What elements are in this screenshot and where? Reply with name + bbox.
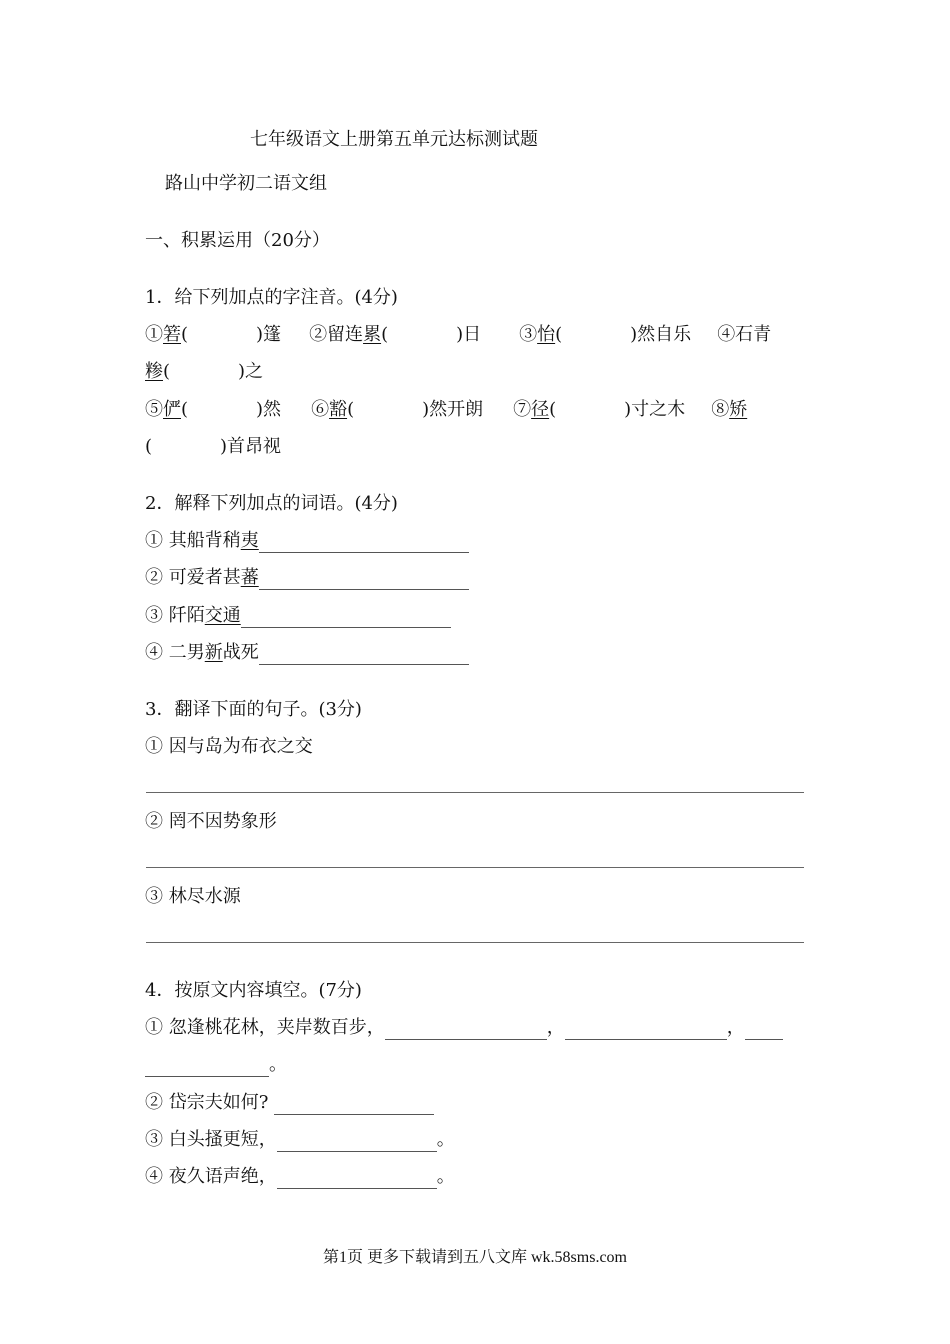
q1-item-3: ③怡( )然自乐 <box>519 324 692 345</box>
answer-blank[interactable] <box>277 1131 437 1152</box>
q4-item-1-cont: 。 <box>145 1053 287 1077</box>
page-footer: 第1页 更多下载请到五八文库 wk.58sms.com <box>322 1249 627 1266</box>
answer-line[interactable] <box>146 867 804 868</box>
answer-blank[interactable] <box>385 1019 547 1040</box>
q1-item-2: ②留连累( )日 <box>309 324 482 345</box>
answer-blank[interactable] <box>259 644 469 665</box>
q1-item-8: ⑧矫 <box>711 399 748 420</box>
q4-item-3: ③ 白头搔更短， 。 <box>145 1129 455 1150</box>
answer-blank[interactable] <box>145 1056 269 1077</box>
answer-blank[interactable] <box>274 1094 434 1115</box>
question-4-heading: 4．按原文内容填空。(7分) <box>145 980 362 1001</box>
question-3-heading: 3．翻译下面的句子。(3分) <box>145 699 362 720</box>
answer-blank[interactable] <box>745 1019 783 1040</box>
q2-item-1: ① 其船背稍夷 <box>145 529 469 553</box>
answer-blank[interactable] <box>565 1019 727 1040</box>
answer-blank[interactable] <box>259 532 469 553</box>
question-1-heading: 1．给下列加点的字注音。(4分) <box>145 287 398 308</box>
q1-item-6: ⑥豁( )然开朗 <box>311 399 484 420</box>
q4-item-1: ① 忽逢桃花林，夹岸数百步， ， ， <box>145 1016 783 1040</box>
q4-item-4: ④ 夜久语声绝， 。 <box>145 1166 455 1187</box>
question-1-row-3 <box>145 398 747 422</box>
q4-item-2: ② 岱宗夫如何? <box>145 1091 434 1115</box>
answer-blank[interactable] <box>259 569 469 590</box>
q1-item-1: ①箬( )篷 <box>145 324 282 345</box>
answer-line[interactable] <box>146 792 804 793</box>
author: 路山中学初二语文组 <box>165 173 327 194</box>
q3-item-1: ① 因与岛为布衣之交 <box>145 736 313 757</box>
question-1-row-2: 糁( )之 <box>145 361 264 382</box>
q2-item-3: ③ 阡陌交通 <box>145 604 451 628</box>
answer-line[interactable] <box>146 942 804 943</box>
q3-item-3: ③ 林尽水源 <box>145 886 241 907</box>
section-heading: 一、积累运用（20分） <box>145 230 330 251</box>
q1-item-7: ⑦径( )寸之木 <box>513 399 686 420</box>
q2-item-2: ② 可爱者甚蕃 <box>145 566 469 590</box>
page-title: 七年级语文上册第五单元达标测试题 <box>250 129 538 150</box>
question-1-row-4: ( )首昂视 <box>145 436 282 457</box>
q1-item-5: ⑤俨( )然 <box>145 399 282 420</box>
answer-blank[interactable] <box>277 1168 437 1189</box>
question-1-row-1 <box>145 323 771 347</box>
answer-blank[interactable] <box>241 607 451 628</box>
q1-item-4: ④石青 <box>717 324 772 345</box>
q2-item-4: ④ 二男新战死 <box>145 641 469 665</box>
question-2-heading: 2．解释下列加点的词语。(4分) <box>145 493 398 514</box>
q3-item-2: ② 罔不因势象形 <box>145 811 277 832</box>
